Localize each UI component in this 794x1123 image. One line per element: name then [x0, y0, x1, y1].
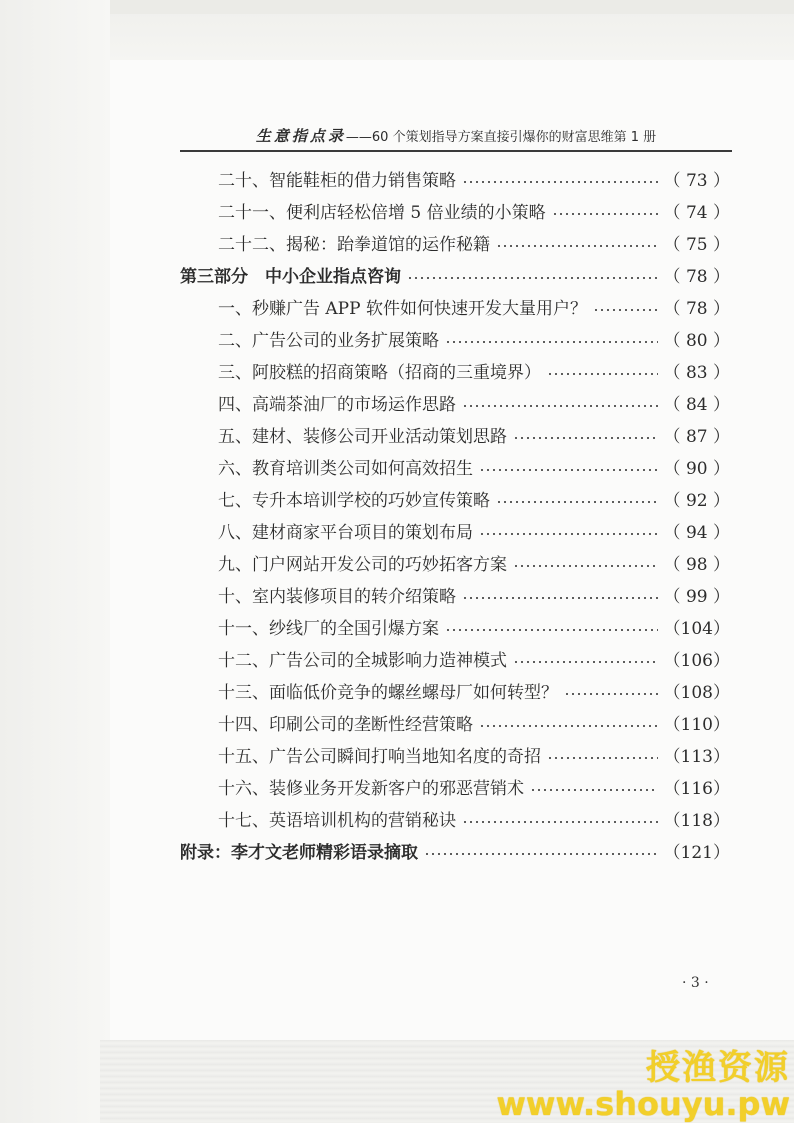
- toc-leader-dots: [547, 756, 658, 760]
- toc-entry: [218, 194, 730, 226]
- toc-entry: [218, 162, 730, 194]
- toc-entry-title: 九、门户网站开发公司的巧妙拓客方案: [218, 554, 507, 575]
- toc-entry: [218, 514, 730, 546]
- toc-entry-title: 十七、英语培训机构的营销秘诀: [218, 810, 456, 831]
- toc-entry-title: 二十、智能鞋柜的借力销售策略: [218, 170, 456, 191]
- toc-leader-dots: [513, 660, 658, 664]
- toc-entry-page: （108）: [663, 682, 730, 703]
- toc-entry: [218, 322, 730, 354]
- toc-entry: [218, 226, 730, 258]
- watermark-url: www.shouyu.pw: [496, 1085, 790, 1123]
- toc-entry-title: 十五、广告公司瞬间打响当地知名度的奇招: [218, 746, 541, 767]
- toc-leader-dots: [552, 212, 658, 216]
- toc-entry-title: 一、秒赚广告 APP 软件如何快速开发大量用户？: [218, 298, 587, 319]
- toc-entry-title: 二、广告公司的业务扩展策略: [218, 330, 439, 351]
- toc-leader-dots: [462, 404, 658, 408]
- toc-leader-dots: [513, 564, 658, 568]
- toc-entry-page: （ 75 ）: [663, 234, 730, 255]
- scan-edge-left: [0, 0, 110, 1123]
- toc-entry-page: （ 99 ）: [663, 586, 730, 607]
- toc-entry: [218, 770, 730, 802]
- toc-entry: [218, 642, 730, 674]
- toc-entry: [218, 674, 730, 706]
- toc-entry: [218, 290, 730, 322]
- toc-leader-dots: [462, 180, 658, 184]
- toc-leader-dots: [424, 852, 658, 856]
- toc-entry-title: 四、高端茶油厂的市场运作思路: [218, 394, 456, 415]
- toc-entry: [218, 546, 730, 578]
- toc-entry-page: （121）: [663, 842, 730, 863]
- toc-entry-page: （110）: [663, 714, 730, 735]
- toc-entry-title: 二十二、揭秘：跆拳道馆的运作秘籍: [218, 234, 490, 255]
- toc-leader-dots: [462, 820, 658, 824]
- toc-entry: [218, 802, 730, 834]
- toc-entry-title: 五、建材、装修公司开业活动策划思路: [218, 426, 507, 447]
- toc-entry-page: （113）: [663, 746, 730, 767]
- toc-entry: [218, 418, 730, 450]
- toc-leader-dots: [593, 308, 658, 312]
- toc-entry: [218, 738, 730, 770]
- toc-part-heading: [180, 258, 730, 290]
- book-subtitle: ——60 个策划指导方案直接引爆你的财富思维第 1 册: [345, 130, 657, 145]
- running-header: [180, 124, 732, 148]
- toc-entry-page: （ 92 ）: [663, 490, 730, 511]
- toc-entry-page: （ 90 ）: [663, 458, 730, 479]
- watermark-name: 授渔资源: [646, 1048, 790, 1088]
- toc-entry-title: 六、教育培训类公司如何高效招生: [218, 458, 473, 479]
- toc-entry-page: （ 78 ）: [663, 266, 730, 287]
- toc-entry-page: （ 84 ）: [663, 394, 730, 415]
- toc-leader-dots: [445, 340, 658, 344]
- toc-entry-title: 八、建材商家平台项目的策划布局: [218, 522, 473, 543]
- toc-leader-dots: [564, 692, 658, 696]
- toc-leader-dots: [479, 532, 658, 536]
- toc-entry-page: （118）: [663, 810, 730, 831]
- toc-leader-dots: [496, 244, 658, 248]
- toc-part-heading: [180, 834, 730, 866]
- toc-entry-title: 十二、广告公司的全城影响力造神模式: [218, 650, 507, 671]
- toc-leader-dots: [496, 500, 658, 504]
- toc-entry-title: 十四、印刷公司的垄断性经营策略: [218, 714, 473, 735]
- toc-entry-page: （106）: [663, 650, 730, 671]
- page-number: · 3 ·: [682, 975, 709, 991]
- toc-entry-page: （ 74 ）: [663, 202, 730, 223]
- toc-entry-title: 十三、面临低价竞争的螺丝螺母厂如何转型？: [218, 682, 558, 703]
- toc-entry-page: （ 78 ）: [663, 298, 730, 319]
- scan-edge-strip: [100, 0, 794, 14]
- toc-entry-page: （116）: [663, 778, 730, 799]
- toc-leader-dots: [445, 628, 658, 632]
- toc-entry: [218, 354, 730, 386]
- toc-entry: [218, 706, 730, 738]
- toc-entry: [218, 482, 730, 514]
- toc-entry-page: （ 94 ）: [663, 522, 730, 543]
- toc-entry-title: 附录：李才文老师精彩语录摘取: [180, 842, 418, 863]
- toc-leader-dots: [547, 372, 658, 376]
- toc-entry-title: 十六、装修业务开发新客户的邪恶营销术: [218, 778, 524, 799]
- toc-entry-title: 三、阿胶糕的招商策略（招商的三重境界）: [218, 362, 541, 383]
- toc-entry: [218, 578, 730, 610]
- toc-entry-title: 十、室内装修项目的转介绍策略: [218, 586, 456, 607]
- toc-entry-title: 第三部分 中小企业指点咨询: [180, 266, 401, 287]
- book-title: 生意指点录: [255, 127, 346, 145]
- toc-entry-page: （ 87 ）: [663, 426, 730, 447]
- toc-leader-dots: [479, 724, 658, 728]
- toc-entry-title: 十一、纱线厂的全国引爆方案: [218, 618, 439, 639]
- toc-leader-dots: [462, 596, 658, 600]
- toc-entry-title: 二十一、便利店轻松倍增 5 倍业绩的小策略: [218, 202, 546, 223]
- toc-entry: [218, 610, 730, 642]
- toc-entry-page: （104）: [663, 618, 730, 639]
- toc-entry-title: 七、专升本培训学校的巧妙宣传策略: [218, 490, 490, 511]
- toc-leader-dots: [530, 788, 658, 792]
- toc-entry-page: （ 73 ）: [663, 170, 730, 191]
- toc-leader-dots: [479, 468, 658, 472]
- toc-leader-dots: [513, 436, 658, 440]
- header-rule: [180, 150, 732, 152]
- toc-entry: [218, 386, 730, 418]
- toc-leader-dots: [407, 276, 658, 280]
- toc-entry: [218, 450, 730, 482]
- toc-entry-page: （ 80 ）: [663, 330, 730, 351]
- toc-entry-page: （ 98 ）: [663, 554, 730, 575]
- toc-entry-page: （ 83 ）: [663, 362, 730, 383]
